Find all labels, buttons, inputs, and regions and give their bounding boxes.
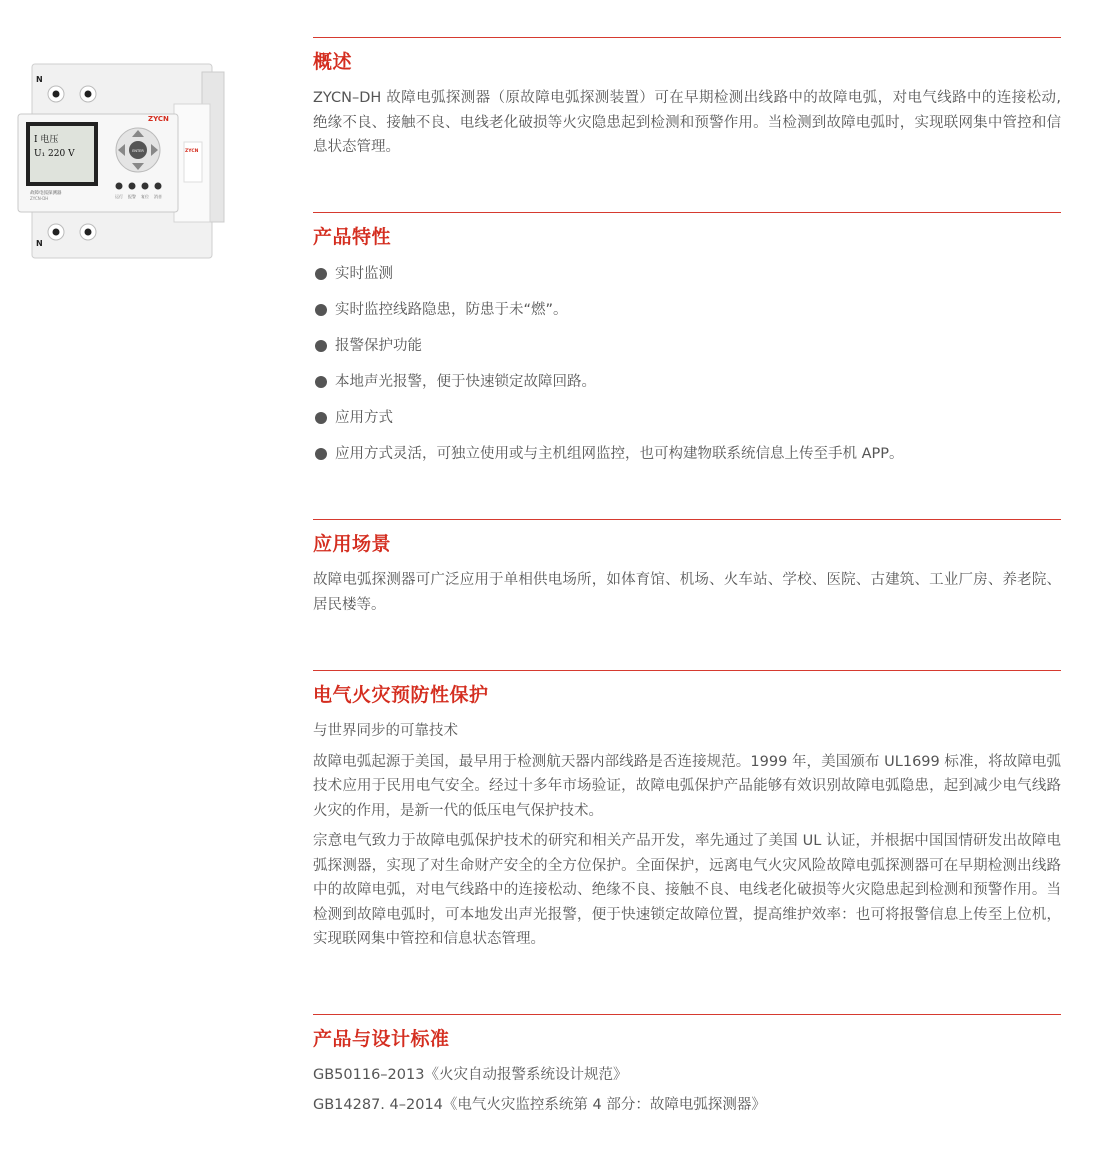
section-title: 应用场景 (313, 533, 392, 555)
button-label-reset: 复位 (141, 194, 149, 199)
scenarios-text: 故障电弧探测器可广泛应用于单相供电场所，如体育馆、机场、火车站、学校、医院、古建筑、工业厂房、养老院、居民楼等。 (313, 572, 1061, 613)
section-title: 概述 (313, 51, 353, 73)
list-item: 实时监测 (313, 264, 1061, 300)
button-label-mute: 消音 (154, 194, 162, 199)
side-label (184, 142, 202, 182)
button-run (116, 183, 123, 190)
section-divider (313, 212, 1061, 213)
product-image (14, 62, 230, 262)
lcd-line1: I 电压 (34, 135, 59, 145)
list-item: 本地声光报警，便于快速锁定故障回路。 (313, 372, 1061, 408)
panel-caption: 故障电弧探测器 (30, 191, 62, 196)
standard-item: GB14287. 4–2014《电气火灾监控系统第 4 部分：故障电弧探测器》 (313, 1096, 766, 1113)
protection-subtitle: 与世界同步的可靠技术 (313, 723, 458, 739)
list-item: 报警保护功能 (313, 336, 1061, 372)
panel-model: ZYCN-DH (30, 196, 49, 201)
section-divider (313, 519, 1061, 520)
section-protection (313, 670, 1061, 952)
button-alarm (129, 183, 136, 190)
protection-paragraph: 宗意电气致力于故障电弧保护技术的研究和相关产品开发，率先通过了美国 UL 认证，并根据中国国情研发出故障电弧探测器，实现了对生命财产安全的全方位保护。全面保护，远离电气火灾风险故障电弧探测器可在早期检测出线路中的故障电弧，对电气线路中的连接松动、绝缘不良、接触不良、电线老化破损等火灾隐患起到检测和预警作用。当检测到故障电弧时，可本地发出声光报警，便于快速锁定故障位置，提高维护效率：也可将报警信息上传至上位机，实现联网集中管控和信息状态管理。 (313, 833, 1061, 947)
list-item: 实时监控线路隐患，防患于未“燃”。 (313, 300, 1061, 336)
section-standards (313, 1014, 1061, 1117)
section-title: 电气火灾预防性保护 (313, 684, 489, 706)
side-brand: ZYCN (185, 149, 199, 154)
button-label-alarm: 报警 (128, 194, 136, 199)
button-reset (142, 183, 149, 190)
overview-text: ZYCN–DH 故障电弧探测器（原故障电弧探测装置）可在早期检测出线路中的故障电弧，对电气线路中的连接松动, 绝缘不良、接触不良、电线老化破损等火灾隐患起到检测和预警作用。当检测到故障电弧时，实现联网集中管控和信息状态管理。 (313, 90, 1061, 155)
enter-label: ENTER (132, 149, 144, 153)
button-mute (155, 183, 162, 190)
brand-logo: ZYCN (148, 115, 169, 123)
terminal-label-bottom: N (36, 239, 43, 248)
feature-list (313, 264, 1061, 480)
lcd-line2: U₁ 220 V (34, 149, 75, 159)
standard-item: GB50116–2013《火灾自动报警系统设计规范》 (313, 1067, 628, 1083)
section-divider (313, 37, 1061, 38)
section-title: 产品与设计标准 (313, 1028, 450, 1050)
section-overview (313, 37, 1061, 160)
button-label-run: 运行 (115, 194, 123, 199)
protection-paragraph: 故障电弧起源于美国，最早用于检测航天器内部线路是否连接规范。1999 年，美国颁布 UL1699 标准，将故障电弧技术应用于民用电气安全。经过十多年市场验证，故障电弧保护产品能够有效识别故障电弧隐患，起到减少电气线路火灾的作用，是新一代的低压电气保护技术。 (313, 753, 1061, 819)
section-title: 产品特性 (313, 226, 392, 248)
section-divider (313, 1014, 1061, 1015)
section-scenarios (313, 519, 1061, 617)
list-item: 应用方式灵活，可独立使用或与主机组网监控，也可构建物联系统信息上传至手机 APP。 (313, 444, 1061, 480)
section-divider (313, 670, 1061, 671)
list-item: 应用方式 (313, 408, 1061, 444)
section-features (313, 212, 1061, 480)
terminal-label-top: N (36, 75, 43, 84)
